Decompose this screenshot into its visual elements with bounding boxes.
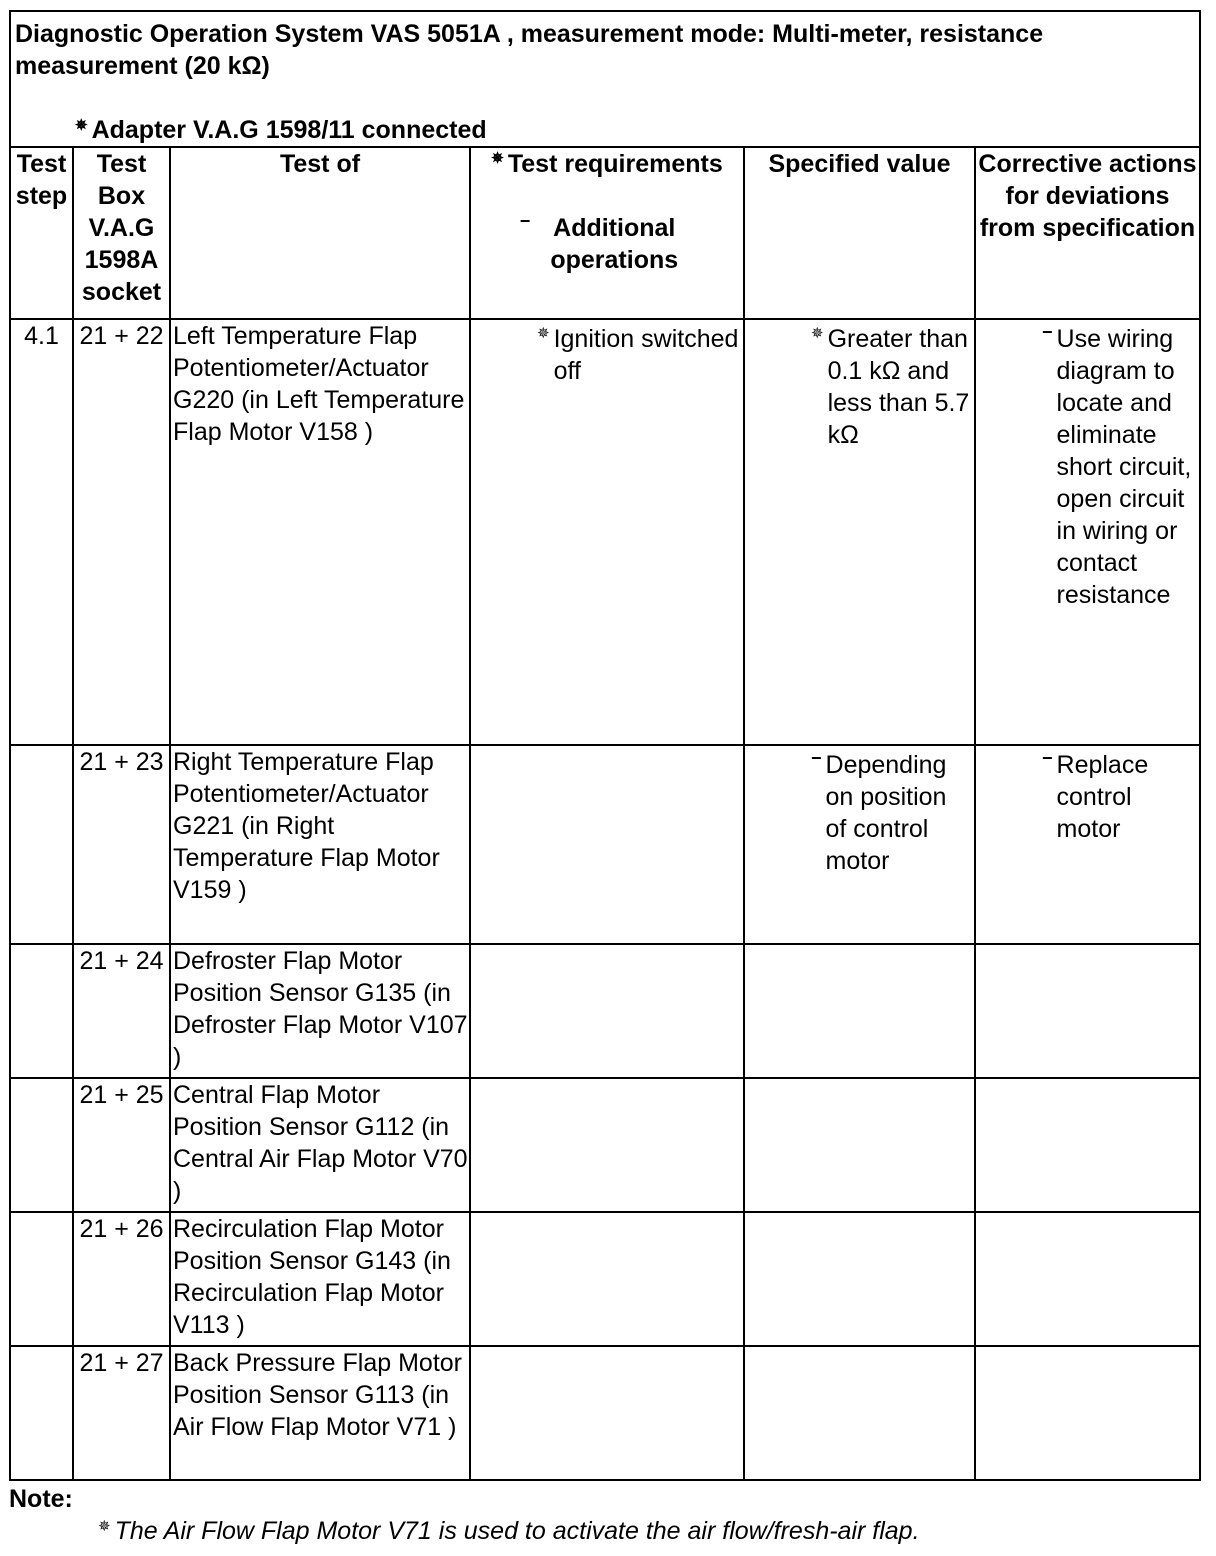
table-row bbox=[11, 1212, 1199, 1346]
corrective-text: Replace control motor bbox=[1056, 751, 1149, 843]
requirement-text: Ignition switched off bbox=[553, 325, 739, 385]
cell-corrective bbox=[975, 1078, 1199, 1212]
cell-corrective bbox=[975, 1212, 1199, 1346]
cell-specified bbox=[744, 1078, 975, 1212]
asterisk-bullet-icon: ✵ bbox=[98, 1518, 111, 1535]
test-table bbox=[11, 148, 1199, 1479]
dash-bullet-icon: − bbox=[811, 748, 822, 768]
cell-socket: 21 + 22 bbox=[73, 319, 170, 745]
adapter-requirement bbox=[75, 115, 487, 145]
table-row bbox=[11, 319, 1199, 745]
cell-requirement bbox=[470, 1078, 744, 1212]
note-label: Note: bbox=[9, 1485, 73, 1513]
corrective-text: Use wiring diagram to locate and eliminate short circuit, open circuit in wiring or contact resistance bbox=[1056, 325, 1192, 609]
cell-requirement bbox=[470, 1346, 744, 1479]
cell-step bbox=[11, 745, 73, 944]
col-test-of: Test of bbox=[170, 148, 470, 319]
cell-specified bbox=[744, 1212, 975, 1346]
cell-corrective bbox=[975, 1346, 1199, 1479]
cell-step bbox=[11, 1212, 73, 1346]
specified-text: Greater than 0.1 kΩ and less than 5.7 kΩ bbox=[827, 325, 970, 449]
col-specified-value: Specified value bbox=[744, 148, 975, 319]
cell-requirement bbox=[470, 1212, 744, 1346]
document-frame bbox=[9, 10, 1201, 1481]
column-header-row bbox=[11, 148, 1199, 319]
cell-corrective bbox=[975, 319, 1199, 745]
asterisk-bullet-icon: ✵ bbox=[75, 117, 88, 134]
page-title: Diagnostic Operation System VAS 5051A , measurement mode: Multi-meter, resistance measurement (20 kΩ) bbox=[15, 20, 1044, 80]
cell-specified bbox=[744, 319, 975, 745]
cell-test-of: Right Temperature Flap Potentiometer/Actuator G221 (in Right Temperature Flap Motor V159 ) bbox=[170, 745, 470, 944]
table-row bbox=[11, 1346, 1199, 1479]
note-body: The Air Flow Flap Motor V71 is used to activate the air flow/fresh-air flap. bbox=[114, 1517, 920, 1545]
cell-step: 4.1 bbox=[11, 319, 73, 745]
col-test-requirements bbox=[470, 148, 744, 319]
cell-specified bbox=[744, 1346, 975, 1479]
cell-socket: 21 + 27 bbox=[73, 1346, 170, 1479]
cell-test-of: Back Pressure Flap Motor Position Sensor G113 (in Air Flow Flap Motor V71 ) bbox=[170, 1346, 470, 1479]
cell-step bbox=[11, 944, 73, 1078]
cell-corrective bbox=[975, 745, 1199, 944]
col-test-box: Test Box V.A.G 1598A socket bbox=[73, 148, 170, 319]
col-corrective-actions: Corrective actions for deviations from specification bbox=[975, 148, 1199, 319]
table-row bbox=[11, 944, 1199, 1078]
cell-step bbox=[11, 1346, 73, 1479]
dash-bullet-icon: − bbox=[519, 211, 531, 231]
table-header-block bbox=[11, 12, 1199, 148]
cell-requirement bbox=[470, 319, 744, 745]
asterisk-bullet-icon: ✵ bbox=[537, 325, 550, 342]
cell-socket: 21 + 25 bbox=[73, 1078, 170, 1212]
cell-specified bbox=[744, 944, 975, 1078]
col-req-main: Test requirements bbox=[507, 150, 723, 178]
col-req-sub: Additional operations bbox=[550, 214, 679, 274]
table-row bbox=[11, 745, 1199, 944]
cell-specified bbox=[744, 745, 975, 944]
cell-requirement bbox=[470, 745, 744, 944]
col-test-step: Test step bbox=[11, 148, 73, 319]
cell-socket: 21 + 23 bbox=[73, 745, 170, 944]
asterisk-bullet-icon: ✵ bbox=[811, 325, 824, 342]
specified-text: Depending on position of control motor bbox=[825, 751, 947, 875]
cell-corrective bbox=[975, 944, 1199, 1078]
cell-test-of: Left Temperature Flap Potentiometer/Actuator G220 (in Left Temperature Flap Motor V158 ) bbox=[170, 319, 470, 745]
cell-step bbox=[11, 1078, 73, 1212]
cell-socket: 21 + 24 bbox=[73, 944, 170, 1078]
table-row bbox=[11, 1078, 1199, 1212]
cell-socket: 21 + 26 bbox=[73, 1212, 170, 1346]
note-text bbox=[98, 1516, 920, 1546]
asterisk-bullet-icon: ✵ bbox=[491, 150, 504, 167]
cell-test-of: Defroster Flap Motor Position Sensor G135 (in Defroster Flap Motor V107 ) bbox=[170, 944, 470, 1078]
dash-bullet-icon: − bbox=[1042, 748, 1053, 768]
cell-requirement bbox=[470, 944, 744, 1078]
adapter-text: Adapter V.A.G 1598/11 connected bbox=[91, 116, 487, 144]
cell-test-of: Recirculation Flap Motor Position Sensor G143 (in Recirculation Flap Motor V113 ) bbox=[170, 1212, 470, 1346]
dash-bullet-icon: − bbox=[1042, 322, 1053, 342]
cell-test-of: Central Flap Motor Position Sensor G112 (in Central Air Flap Motor V70 ) bbox=[170, 1078, 470, 1212]
